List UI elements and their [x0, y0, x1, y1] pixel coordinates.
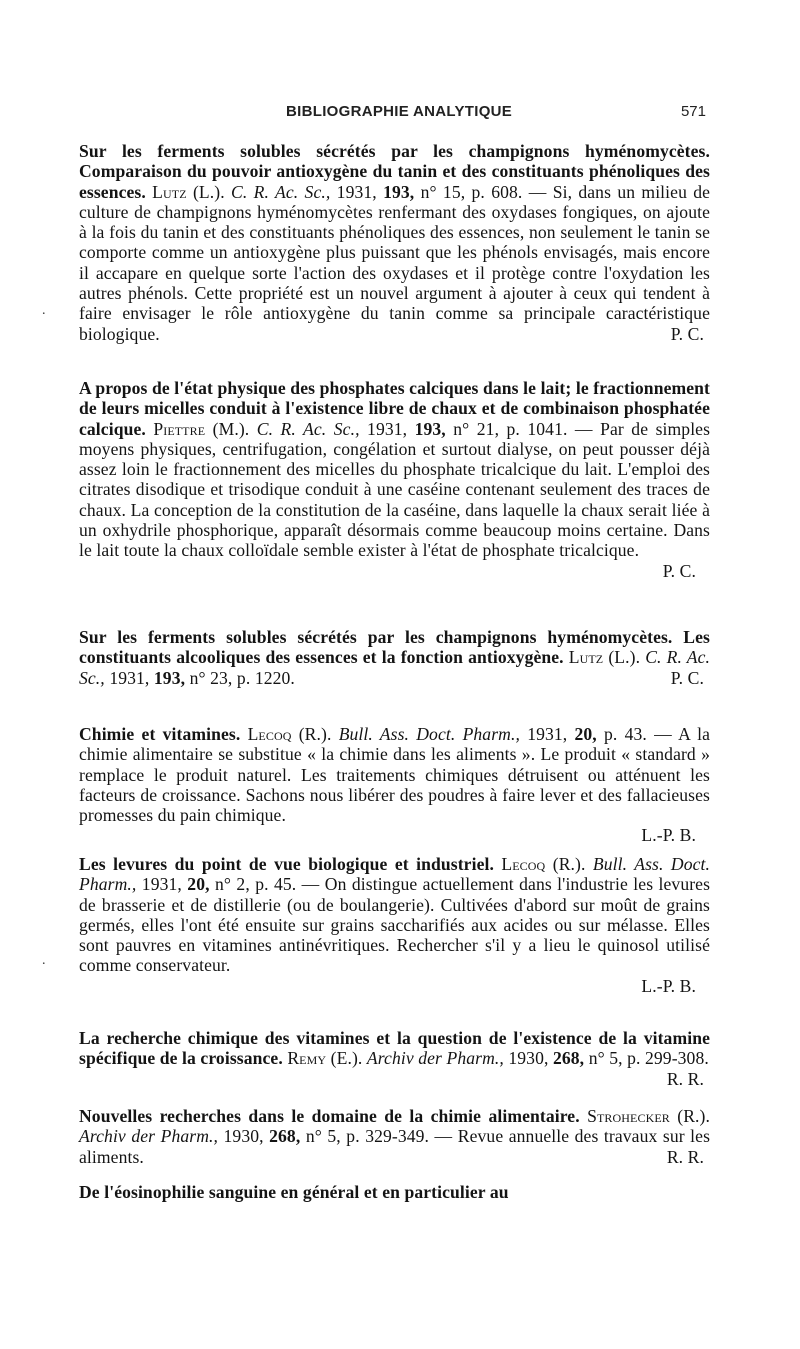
- entry-signature: P. C.: [670, 667, 704, 688]
- entry-volume: 193,: [383, 181, 415, 202]
- entry-signature: P. C.: [662, 560, 696, 581]
- entry-text: On distingue actuellement dans l'industrie les levures de brasserie et de distillerie (ou de boulangerie). Cultivées d'abord sur moût de grains germés, elles l'ont été ensuite sur grains saccharifiés aux acides ou sur mélasse. Elles sont pauvres en vitamines antinévritiques. Rechercher s'il y a lieu le quinosol utilisé comme conservateur.: [79, 874, 711, 976]
- entry-author-initial: (L.).: [192, 181, 225, 202]
- entry-year: 1931,: [141, 874, 182, 895]
- entry-author-initial: (L.).: [608, 647, 641, 668]
- entry-author-initial: (R.).: [677, 1106, 711, 1126]
- entry-author: Lutz: [152, 181, 187, 202]
- entry-author: Lecoq: [247, 724, 292, 744]
- entry-author-initial: (R.).: [298, 724, 332, 744]
- bibliography-entry: [79, 627, 710, 688]
- entry-author: Lecoq: [501, 854, 546, 874]
- margin-mark: .: [42, 953, 46, 968]
- entry-journal: C. R. Ac. Sc.,: [231, 181, 331, 202]
- entry-title: Nouvelles recherches dans le domaine de la chimie alimentaire.: [79, 1106, 580, 1126]
- entry-issue-page: p. 43. —: [604, 724, 672, 744]
- entry-volume: 268,: [552, 1048, 585, 1069]
- entry-text: Si, dans un milieu de culture de champignons hyménomycètes renfermant des oxydases fongiques, on ajoute à la fois du tanin et des constituants phénoliques des essences, non seulement le tanin se comporte comme un antioxygène plus puissant que les phénols envisagés, mais encore il accapare en quelque sorte l'action des oxydases et il protège contre l'oxydation les autres phénols. Cette propriété est un nouvel argument à ajouter à ceux qui tendent à faire envisager le rôle antioxygène du tanin comme sa principale caractéristique biologique.: [79, 181, 711, 344]
- entry-year: 1930,: [223, 1126, 264, 1147]
- entry-author: Piettre: [153, 418, 206, 439]
- margin-mark: .: [42, 303, 46, 318]
- entry-journal: Bull. Ass. Doct. Pharm.,: [338, 724, 520, 744]
- entry-issue-page: n° 23, p. 1220.: [189, 667, 295, 688]
- entry-issue-page: n° 2, p. 45. —: [215, 874, 320, 895]
- entry-signature: P. C.: [670, 323, 704, 344]
- entry-journal: Archiv der Pharm.,: [79, 1126, 219, 1147]
- entry-journal: C. R. Ac. Sc.,: [256, 418, 360, 439]
- entry-volume: 20,: [574, 724, 597, 744]
- bibliography-entry: [79, 854, 710, 996]
- entry-volume: 193,: [414, 418, 446, 439]
- entry-volume: 268,: [269, 1126, 301, 1147]
- entry-title: De l'éosinophilie sanguine en général et en particulier au: [79, 1182, 509, 1202]
- entry-author: Lutz: [568, 647, 604, 668]
- entry-journal: C. R. Ac. Sc.,: [79, 647, 710, 688]
- entry-text: A la chimie alimentaire se substitue « la chimie dans les aliments ». Le produit « standard » remplace le produit naturel. Les traitements chimiques détruisent ou atténuent les facteurs de croissance. Sachons nous libérer des poudres à faire lever et des fallacieuses promesses du pain chimique.: [79, 724, 711, 826]
- entry-text: Par de simples moyens physiques, centrifugation, congélation et surtout dialyse, on peut pousser déjà assez loin le fractionnement des micelles du phosphate tricalcique du lait. L'emploi des citrates disodique et trisodique conduit à une caséine contenant seulement des traces de chaux. La conception de la constitution de la caséine, dans laquelle la chaux serait liée à un oxhydrile phosphorique, apparaît désormais comme beaucoup moins certaine. Dans le lait toute la chaux colloïdale semble exister à l'état de phosphate tricalcique.: [79, 418, 711, 561]
- entry-volume: 20,: [187, 874, 210, 895]
- entry-title: Les levures du point de vue biologique et industriel.: [79, 854, 494, 874]
- entry-title: A propos de l'état physique des phosphates calciques dans le lait; le fractionnement de leurs micelles conduit à l'existence libre de chaux et de combinaison phosphatée calcique.: [79, 378, 710, 439]
- entry-title: Sur les ferments solubles sécrétés par les champignons hyménomycètes. Les constituants alcooliques des essences et la fonction antioxygène.: [79, 627, 710, 668]
- entry-title: La recherche chimique des vitamines et la question de l'existence de la vitamine spécifique de la croissance.: [79, 1028, 710, 1069]
- entry-author-initial: (E.).: [330, 1048, 363, 1069]
- entry-signature: R. R.: [666, 1146, 704, 1167]
- entry-journal: Bull. Ass. Doct. Pharm.,: [79, 854, 710, 895]
- entry-year: 1931,: [336, 181, 377, 202]
- entry-year: 1931,: [109, 667, 150, 688]
- entry-text: Revue annuelle des travaux sur les aliments.: [79, 1126, 711, 1167]
- entry-year: 1931,: [527, 724, 568, 744]
- page-number: 571: [680, 103, 706, 120]
- entry-signature: L.-P. B.: [641, 825, 696, 846]
- entry-author: Strohecker: [587, 1106, 670, 1126]
- running-head-title: BIBLIOGRAPHIE ANALYTIQUE: [286, 103, 513, 120]
- entry-author: Remy: [287, 1048, 327, 1069]
- entry-journal: Archiv der Pharm.,: [366, 1048, 504, 1069]
- bibliography-entry: [79, 141, 710, 344]
- entry-title: Sur les ferments solubles sécrétés par les champignons hyménomycètes. Comparaison du pouvoir antioxygène du tanin et des constituants phénoliques des essences.: [79, 141, 710, 202]
- entry-year: 1930,: [508, 1048, 549, 1069]
- entry-issue-page: n° 5, p. 329-349. —: [305, 1126, 453, 1147]
- bibliography-entry: [79, 378, 710, 581]
- entry-year: 1931,: [367, 418, 408, 439]
- entry-author-initial: (R.).: [552, 854, 586, 874]
- bibliography-entry: [79, 724, 710, 846]
- entry-title: Chimie et vitamines.: [79, 724, 241, 744]
- entry-author-initial: (M.).: [212, 418, 250, 439]
- bibliography-entry: [79, 1182, 710, 1202]
- entry-issue-page: n° 5, p. 299-308.: [588, 1048, 709, 1069]
- entry-volume: 193,: [153, 667, 186, 688]
- entry-issue-page: n° 15, p. 608. —: [420, 181, 547, 202]
- bibliography-entry: [79, 1028, 710, 1089]
- entry-signature: L.-P. B.: [641, 975, 696, 996]
- running-head: [79, 103, 710, 125]
- entry-signature: R. R.: [666, 1068, 704, 1089]
- bibliography-entry: [79, 1106, 710, 1167]
- entry-issue-page: n° 21, p. 1041. —: [453, 418, 593, 439]
